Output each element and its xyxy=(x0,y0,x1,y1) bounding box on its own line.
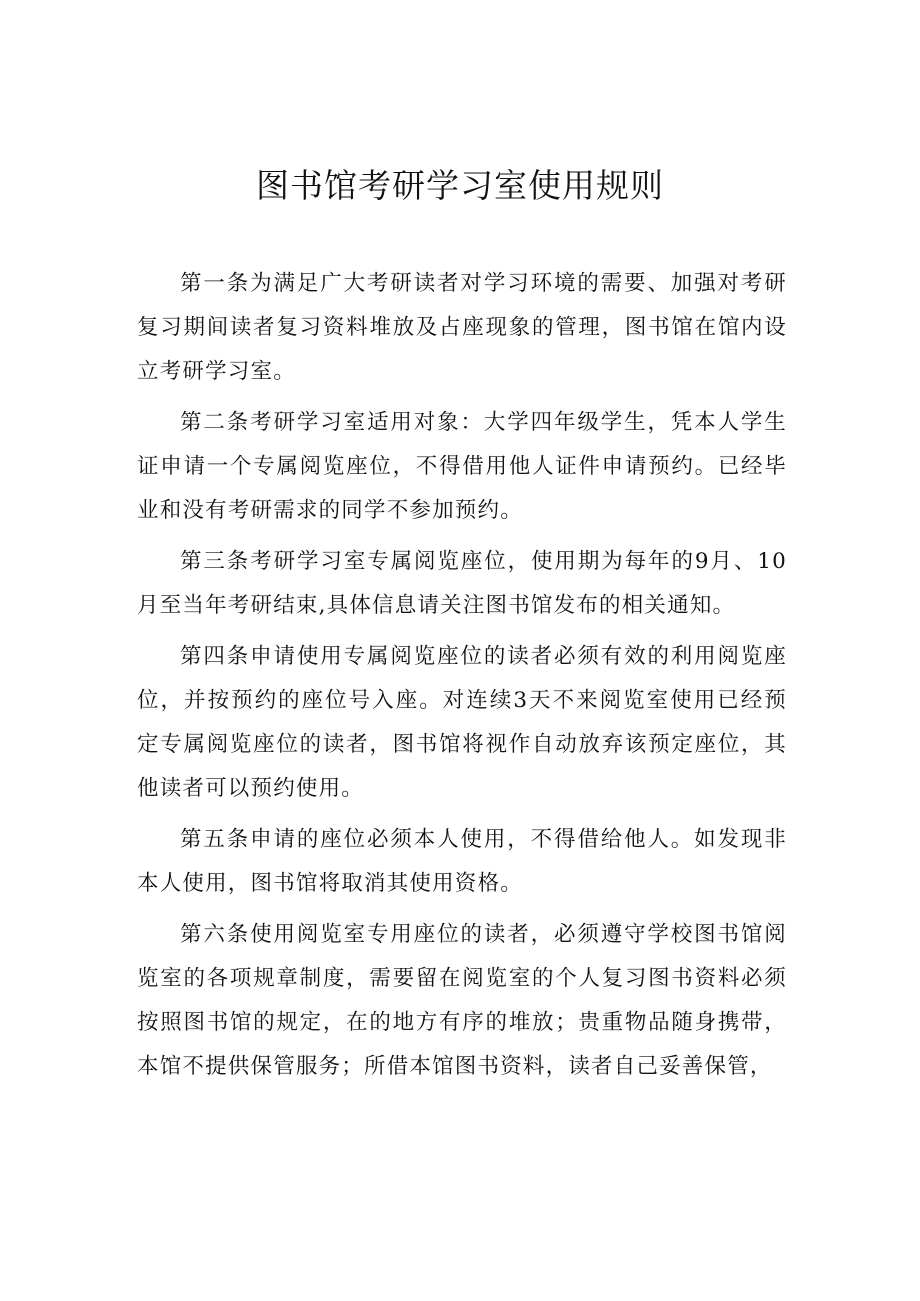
article-5: 第五条申请的座位必须本人使用，不得借给他人。如发现非本人使用，图书馆将取消其使用资格。 xyxy=(137,827,787,896)
document-body xyxy=(137,262,787,1096)
article-3: 第三条考研学习室专属阅览座位，使用期为每年的9月、10月至当年考研结束,具体信息请关注图书馆发布的相关通知。 xyxy=(137,549,787,618)
article-2: 第二条考研学习室适用对象：大学四年级学生，凭本人学生证申请一个专属阅览座位，不得借用他人证件申请预约。已经毕业和没有考研需求的同学不参加预约。 xyxy=(137,410,787,523)
document-title: 图书馆考研学习室使用规则 xyxy=(256,166,664,205)
article-6: 第六条使用阅览室专用座位的读者，必须遵守学校图书馆阅览室的各项规章制度，需要留在阅览室的个人复习图书资料必须按照图书馆的规定，在的地方有序的堆放；贵重物品随身携带，本馆不提供保管服务；所借本馆图书资料，读者自己妥善保管， xyxy=(137,922,787,1079)
article-4: 第四条申请使用专属阅览座位的读者必须有效的利用阅览座位，并按预约的座位号入座。对连续3天不来阅览室使用已经预定专属阅览座位的读者，图书馆将视作自动放弃该预定座位，其他读者可以预约使用。 xyxy=(137,644,787,801)
article-1: 第一条为满足广大考研读者对学习环境的需要、加强对考研复习期间读者复习资料堆放及占座现象的管理，图书馆在馆内设立考研学习室。 xyxy=(137,271,787,384)
